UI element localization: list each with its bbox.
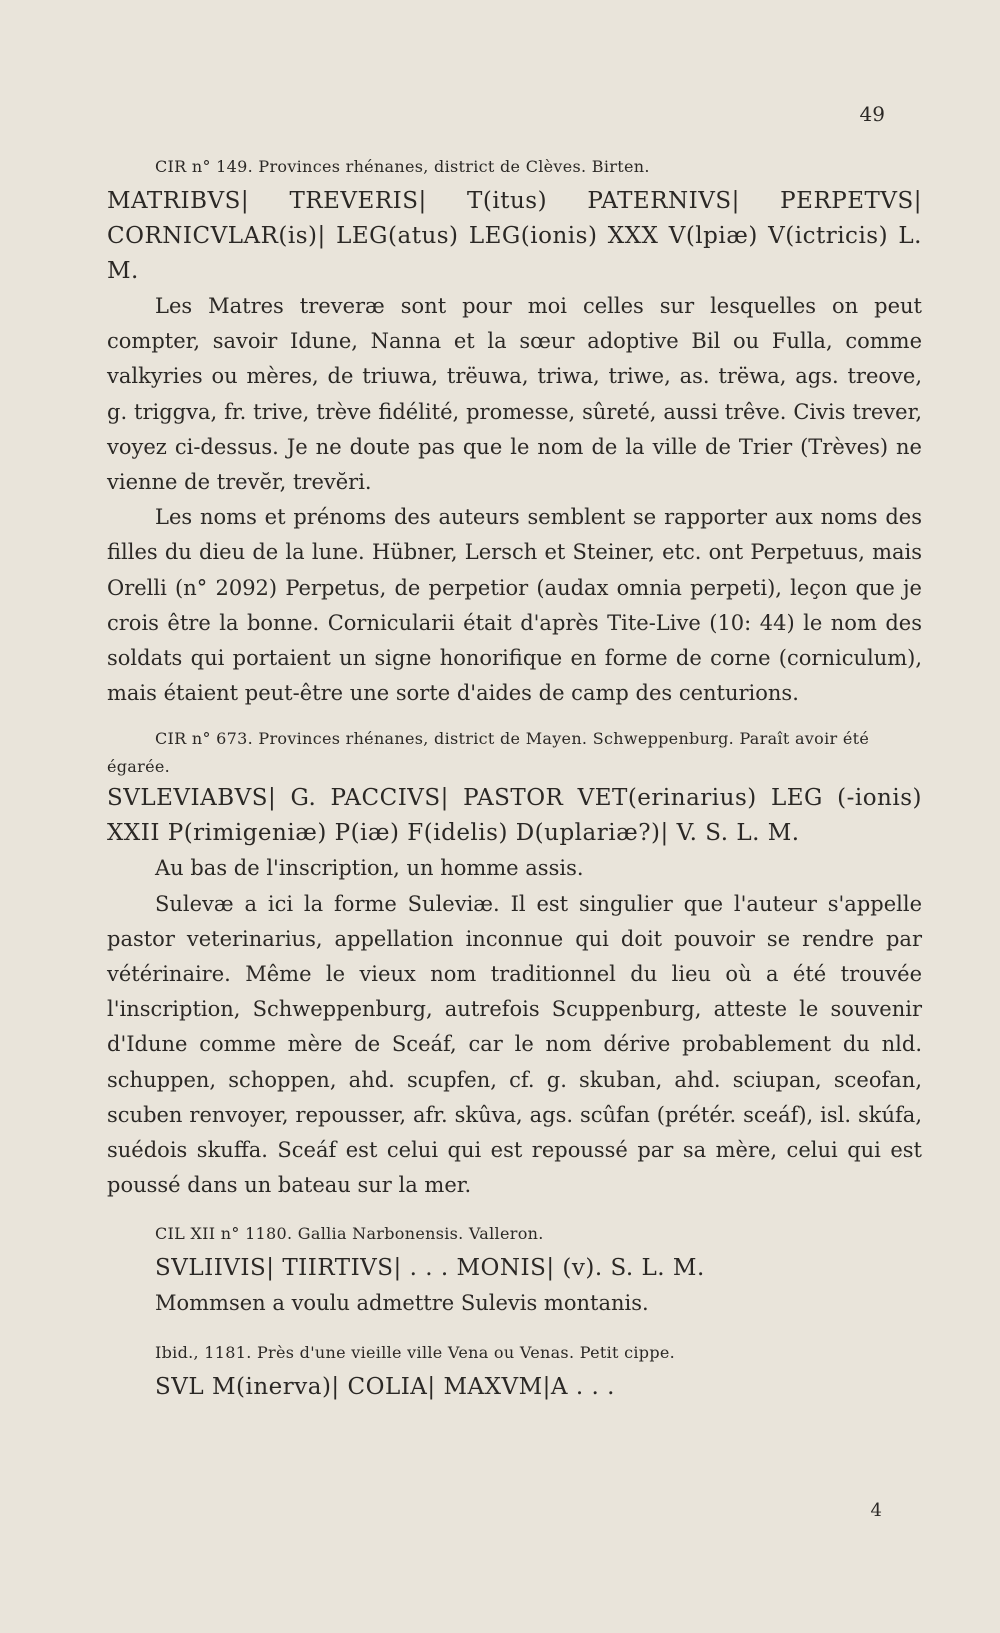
inscription-text: SVLIIVIS| TIIRTIVS| . . . MONIS| (v). S. L. M.	[155, 1255, 705, 1282]
commentary-paragraph	[107, 851, 922, 886]
paragraph-text: Mommsen a voulu admettre Sulevis montanis.	[155, 1291, 649, 1316]
commentary-paragraph	[107, 1286, 922, 1321]
inscription-reference: CIR n° 149. Provinces rhénanes, district de Clèves. Birten.	[155, 157, 650, 176]
paragraph-text: Les Matres treveræ sont pour moi celles sur lesquelles on peut compter, savoir Idune, Nanna et la sœur adoptive Bil ou Fulla, comme valkyries ou mères, de triuwa, trëuwa, triwa, triwe, as. trëwa, ags. treove, g. triggva, fr. trive, trève fidélité, promesse, sûreté, aussi trêve. Civis trever, voyez ci-dessus. Je ne doute pas que le nom de la ville de Trier (Trèves) ne vienne de trevĕr, trevĕri.	[107, 294, 922, 495]
page-content	[107, 150, 922, 1405]
inscription-reference: CIR n° 673. Provinces rhénanes, district de Mayen. Schweppenburg. Paraît avoir été égarée.	[107, 729, 870, 777]
commentary-paragraph	[107, 887, 922, 1204]
commentary-paragraph	[107, 500, 922, 711]
inscription-reference: CIL XII n° 1180. Gallia Narbonensis. Valleron.	[155, 1224, 544, 1244]
inscription-text: SVLEVIABVS| G. PACCIVS| PASTOR VET(erinarius) LEG (-ionis) XXII P(rimigeniæ) P(iæ) F(idelis) D(uplariæ?)| V. S. L. M.	[107, 785, 922, 847]
inscription-text: MATRIBVS| TREVERIS| T(itus) PATERNIVS| PERPETVS| CORNICVLAR(is)| LEG(atus) LEG(ionis) XXX V(lpiæ) V(ictricis) L. M.	[107, 188, 922, 284]
inscription-text: SVL M(inerva)| COLIA| MAXVM|A . . .	[155, 1373, 615, 1400]
commentary-paragraph	[107, 289, 922, 500]
page-number: 49	[859, 102, 885, 126]
inscription-reference: Ibid., 1181. Près d'une vieille ville Vena ou Venas. Petit cippe.	[155, 1342, 676, 1362]
paragraph-text: Au bas de l'inscription, un homme assis.	[155, 856, 584, 881]
paragraph-text: Les noms et prénoms des auteurs semblent se rapporter aux noms des filles du dieu de la lune. Hübner, Lersch et Steiner, etc. ont Perpetuus, mais Orelli (n° 2092) Perpetus, de perpetior (audax omnia perpeti), leçon que je crois être la bonne. Cornicularii était d'après Tite-Live (10: 44) le nom des soldats qui portaient un signe honorifique en forme de corne (corniculum), mais étaient peut-être une sorte d'aides de camp des centurions.	[107, 505, 922, 706]
signature-mark: 4	[870, 1500, 882, 1521]
paragraph-text: Sulevæ a ici la forme Suleviæ. Il est singulier que l'auteur s'appelle pastor veterinarius, appellation inconnue qui doit pouvoir se rendre par vétérinaire. Même le vieux nom traditionnel du lieu où a été trouvée l'inscription, Schweppenburg, autrefois Scuppenburg, atteste le souvenir d'Idune comme mère de Sceáf, car le nom dérive probablement du nld. schuppen, schoppen, ahd. scupfen, cf. g. skuban, ahd. sciupan, sceofan, scuben renvoyer, repousser, afr. skûva, ags. scûfan (prétér. sceáf), isl. skúfa, suédois skuffa. Sceáf est celui qui est repoussé par sa mère, celui qui est poussé dans un bateau sur la mer.	[107, 891, 922, 1198]
